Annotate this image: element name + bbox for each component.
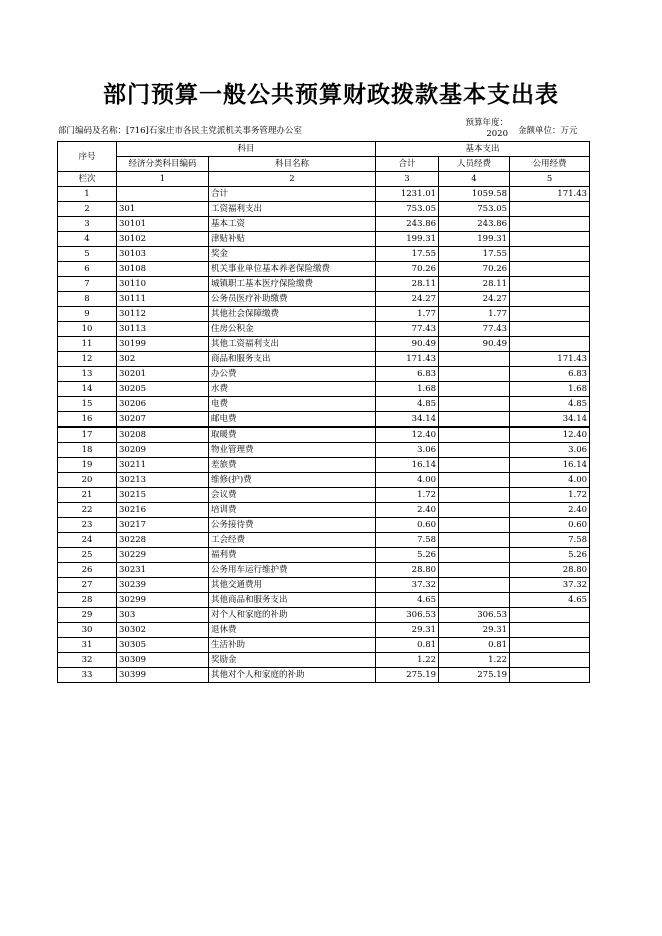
header-personnel: 人员经费 bbox=[439, 157, 510, 172]
cell-public bbox=[510, 638, 590, 653]
cell-personnel: 199.31 bbox=[439, 232, 510, 247]
cell-name: 其他社会保障缴费 bbox=[209, 307, 376, 322]
table-row bbox=[58, 653, 590, 668]
table-row bbox=[58, 668, 590, 683]
table-row bbox=[58, 412, 590, 428]
cell-personnel: 275.19 bbox=[439, 668, 510, 683]
cell-public: 34.14 bbox=[510, 412, 590, 428]
cell-total: 37.32 bbox=[376, 578, 439, 593]
cell-total: 6.83 bbox=[376, 367, 439, 382]
cell-code: 30209 bbox=[117, 443, 209, 458]
index-cell: 4 bbox=[439, 172, 510, 187]
table-row bbox=[58, 473, 590, 488]
cell-seq: 26 bbox=[58, 563, 117, 578]
cell-code: 303 bbox=[117, 608, 209, 623]
cell-name: 奖励金 bbox=[209, 653, 376, 668]
cell-code: 30302 bbox=[117, 623, 209, 638]
table-row bbox=[58, 518, 590, 533]
cell-name: 基本工资 bbox=[209, 217, 376, 232]
cell-code: 30217 bbox=[117, 518, 209, 533]
budget-table bbox=[57, 141, 590, 683]
index-cell: 栏次 bbox=[58, 172, 117, 187]
table-row bbox=[58, 217, 590, 232]
table-row bbox=[58, 382, 590, 397]
table-row bbox=[58, 262, 590, 277]
cell-seq: 6 bbox=[58, 262, 117, 277]
cell-name: 工资福利支出 bbox=[209, 202, 376, 217]
cell-seq: 11 bbox=[58, 337, 117, 352]
cell-seq: 24 bbox=[58, 533, 117, 548]
cell-public: 1.68 bbox=[510, 382, 590, 397]
cell-name: 奖金 bbox=[209, 247, 376, 262]
cell-seq: 14 bbox=[58, 382, 117, 397]
cell-total: 0.81 bbox=[376, 638, 439, 653]
cell-seq: 9 bbox=[58, 307, 117, 322]
cell-total: 12.40 bbox=[376, 427, 439, 443]
cell-personnel: 90.49 bbox=[439, 337, 510, 352]
cell-public: 0.60 bbox=[510, 518, 590, 533]
cell-code: 30305 bbox=[117, 638, 209, 653]
cell-public bbox=[510, 322, 590, 337]
cell-seq: 25 bbox=[58, 548, 117, 563]
cell-total: 4.65 bbox=[376, 593, 439, 608]
cell-name: 公务接待费 bbox=[209, 518, 376, 533]
cell-seq: 32 bbox=[58, 653, 117, 668]
table-row bbox=[58, 232, 590, 247]
cell-personnel bbox=[439, 367, 510, 382]
cell-code: 30111 bbox=[117, 292, 209, 307]
table-row bbox=[58, 292, 590, 307]
table-row bbox=[58, 322, 590, 337]
table-row bbox=[58, 623, 590, 638]
cell-code: 30216 bbox=[117, 503, 209, 518]
cell-seq: 29 bbox=[58, 608, 117, 623]
cell-seq: 7 bbox=[58, 277, 117, 292]
cell-code: 30199 bbox=[117, 337, 209, 352]
cell-name: 取暖费 bbox=[209, 427, 376, 443]
cell-public: 7.58 bbox=[510, 533, 590, 548]
cell-personnel: 0.81 bbox=[439, 638, 510, 653]
header-basic-expenditure: 基本支出 bbox=[376, 142, 590, 157]
cell-personnel: 77.43 bbox=[439, 322, 510, 337]
header-seq: 序号 bbox=[58, 142, 117, 172]
cell-seq: 16 bbox=[58, 412, 117, 428]
cell-total: 2.40 bbox=[376, 503, 439, 518]
cell-seq: 4 bbox=[58, 232, 117, 247]
cell-public bbox=[510, 653, 590, 668]
cell-seq: 22 bbox=[58, 503, 117, 518]
cell-total: 1.77 bbox=[376, 307, 439, 322]
cell-personnel bbox=[439, 518, 510, 533]
cell-public: 1.72 bbox=[510, 488, 590, 503]
table-row bbox=[58, 443, 590, 458]
cell-personnel bbox=[439, 458, 510, 473]
cell-code: 30229 bbox=[117, 548, 209, 563]
cell-total: 3.06 bbox=[376, 443, 439, 458]
cell-name: 对个人和家庭的补助 bbox=[209, 608, 376, 623]
cell-public: 171.43 bbox=[510, 352, 590, 367]
table-row bbox=[58, 488, 590, 503]
cell-code: 302 bbox=[117, 352, 209, 367]
cell-seq: 12 bbox=[58, 352, 117, 367]
cell-code: 30309 bbox=[117, 653, 209, 668]
cell-code: 30112 bbox=[117, 307, 209, 322]
cell-name: 公务员医疗补助缴费 bbox=[209, 292, 376, 307]
cell-name: 培训费 bbox=[209, 503, 376, 518]
cell-code: 30103 bbox=[117, 247, 209, 262]
header-subject: 科目 bbox=[117, 142, 376, 157]
cell-total: 24.27 bbox=[376, 292, 439, 307]
cell-name: 电费 bbox=[209, 397, 376, 412]
cell-name: 住房公积金 bbox=[209, 322, 376, 337]
cell-personnel: 24.27 bbox=[439, 292, 510, 307]
cell-name: 福利费 bbox=[209, 548, 376, 563]
cell-total: 34.14 bbox=[376, 412, 439, 428]
cell-seq: 17 bbox=[58, 427, 117, 443]
cell-seq: 27 bbox=[58, 578, 117, 593]
budget-year-label: 预算年度： bbox=[465, 118, 508, 128]
cell-personnel bbox=[439, 412, 510, 428]
cell-public bbox=[510, 623, 590, 638]
table-row bbox=[58, 533, 590, 548]
table-row bbox=[58, 608, 590, 623]
cell-personnel: 306.53 bbox=[439, 608, 510, 623]
cell-total: 1.68 bbox=[376, 382, 439, 397]
cell-total: 5.26 bbox=[376, 548, 439, 563]
cell-code: 30231 bbox=[117, 563, 209, 578]
table-row bbox=[58, 638, 590, 653]
cell-public bbox=[510, 608, 590, 623]
cell-public: 5.26 bbox=[510, 548, 590, 563]
cell-code: 30208 bbox=[117, 427, 209, 443]
cell-public: 3.06 bbox=[510, 443, 590, 458]
cell-total: 16.14 bbox=[376, 458, 439, 473]
cell-name: 水费 bbox=[209, 382, 376, 397]
cell-name: 退休费 bbox=[209, 623, 376, 638]
table-row bbox=[58, 593, 590, 608]
cell-name: 其他商品和服务支出 bbox=[209, 593, 376, 608]
cell-personnel bbox=[439, 578, 510, 593]
cell-public bbox=[510, 247, 590, 262]
cell-personnel bbox=[439, 533, 510, 548]
table-row bbox=[58, 367, 590, 382]
table-row bbox=[58, 548, 590, 563]
cell-personnel: 70.26 bbox=[439, 262, 510, 277]
cell-seq: 5 bbox=[58, 247, 117, 262]
cell-name: 其他对个人和家庭的补助 bbox=[209, 668, 376, 683]
cell-code: 301 bbox=[117, 202, 209, 217]
budget-year-value: 2020 bbox=[486, 129, 508, 139]
budget-year bbox=[452, 118, 508, 140]
cell-total: 7.58 bbox=[376, 533, 439, 548]
cell-public bbox=[510, 217, 590, 232]
cell-seq: 31 bbox=[58, 638, 117, 653]
cell-personnel bbox=[439, 593, 510, 608]
cell-seq: 33 bbox=[58, 668, 117, 683]
header-total: 合计 bbox=[376, 157, 439, 172]
cell-name: 其他交通费用 bbox=[209, 578, 376, 593]
index-cell: 5 bbox=[510, 172, 590, 187]
cell-code: 30399 bbox=[117, 668, 209, 683]
cell-public bbox=[510, 668, 590, 683]
table-row bbox=[58, 578, 590, 593]
cell-code bbox=[117, 187, 209, 202]
cell-seq: 20 bbox=[58, 473, 117, 488]
cell-total: 0.60 bbox=[376, 518, 439, 533]
table-row bbox=[58, 503, 590, 518]
table-row bbox=[58, 458, 590, 473]
cell-total: 306.53 bbox=[376, 608, 439, 623]
cell-personnel bbox=[439, 443, 510, 458]
cell-personnel bbox=[439, 427, 510, 443]
cell-seq: 19 bbox=[58, 458, 117, 473]
cell-seq: 10 bbox=[58, 322, 117, 337]
cell-total: 29.31 bbox=[376, 623, 439, 638]
cell-public: 4.65 bbox=[510, 593, 590, 608]
cell-public: 12.40 bbox=[510, 427, 590, 443]
cell-total: 77.43 bbox=[376, 322, 439, 337]
cell-code: 30211 bbox=[117, 458, 209, 473]
cell-name: 办公费 bbox=[209, 367, 376, 382]
cell-code: 30108 bbox=[117, 262, 209, 277]
cell-total: 753.05 bbox=[376, 202, 439, 217]
cell-name: 城镇职工基本医疗保险缴费 bbox=[209, 277, 376, 292]
amount-unit-label: 金额单位：万元 bbox=[518, 126, 578, 136]
cell-code: 30113 bbox=[117, 322, 209, 337]
cell-total: 90.49 bbox=[376, 337, 439, 352]
cell-total: 70.26 bbox=[376, 262, 439, 277]
cell-total: 171.43 bbox=[376, 352, 439, 367]
cell-public: 16.14 bbox=[510, 458, 590, 473]
cell-name: 商品和服务支出 bbox=[209, 352, 376, 367]
cell-total: 4.85 bbox=[376, 397, 439, 412]
cell-public bbox=[510, 232, 590, 247]
index-cell: 3 bbox=[376, 172, 439, 187]
cell-public bbox=[510, 277, 590, 292]
cell-personnel: 243.86 bbox=[439, 217, 510, 232]
cell-public: 28.80 bbox=[510, 563, 590, 578]
page-title: 部门预算一般公共预算财政拨款基本支出表 bbox=[103, 82, 559, 108]
cell-name: 维修(护)费 bbox=[209, 473, 376, 488]
cell-personnel: 753.05 bbox=[439, 202, 510, 217]
header-row-2 bbox=[58, 157, 590, 172]
cell-public: 6.83 bbox=[510, 367, 590, 382]
cell-personnel: 1059.58 bbox=[439, 187, 510, 202]
cell-total: 28.11 bbox=[376, 277, 439, 292]
cell-seq: 1 bbox=[58, 187, 117, 202]
cell-name: 其他工资福利支出 bbox=[209, 337, 376, 352]
index-cell: 2 bbox=[209, 172, 376, 187]
cell-public: 4.85 bbox=[510, 397, 590, 412]
cell-public bbox=[510, 337, 590, 352]
cell-total: 243.86 bbox=[376, 217, 439, 232]
cell-code: 30207 bbox=[117, 412, 209, 428]
cell-total: 1.72 bbox=[376, 488, 439, 503]
cell-public bbox=[510, 262, 590, 277]
cell-total: 1.22 bbox=[376, 653, 439, 668]
cell-seq: 8 bbox=[58, 292, 117, 307]
table-row bbox=[58, 307, 590, 322]
cell-public bbox=[510, 292, 590, 307]
header-name: 科目名称 bbox=[209, 157, 376, 172]
cell-code: 30102 bbox=[117, 232, 209, 247]
header-row-1 bbox=[58, 142, 590, 157]
cell-code: 30206 bbox=[117, 397, 209, 412]
header-code: 经济分类科目编码 bbox=[117, 157, 209, 172]
cell-code: 30110 bbox=[117, 277, 209, 292]
cell-personnel bbox=[439, 548, 510, 563]
cell-seq: 23 bbox=[58, 518, 117, 533]
cell-code: 30228 bbox=[117, 533, 209, 548]
cell-total: 199.31 bbox=[376, 232, 439, 247]
cell-name: 公务用车运行维护费 bbox=[209, 563, 376, 578]
table-row bbox=[58, 247, 590, 262]
cell-seq: 30 bbox=[58, 623, 117, 638]
cell-seq: 28 bbox=[58, 593, 117, 608]
cell-personnel bbox=[439, 397, 510, 412]
cell-name: 津贴补贴 bbox=[209, 232, 376, 247]
table-row bbox=[58, 352, 590, 367]
cell-seq: 18 bbox=[58, 443, 117, 458]
department-label: 部门编码及名称：[716]石家庄市各民主党派机关事务管理办公室 bbox=[58, 126, 302, 136]
cell-total: 17.55 bbox=[376, 247, 439, 262]
table-row bbox=[58, 397, 590, 412]
cell-name: 生活补助 bbox=[209, 638, 376, 653]
cell-name: 邮电费 bbox=[209, 412, 376, 428]
cell-personnel bbox=[439, 473, 510, 488]
cell-code: 30205 bbox=[117, 382, 209, 397]
cell-code: 30215 bbox=[117, 488, 209, 503]
cell-public bbox=[510, 307, 590, 322]
cell-seq: 3 bbox=[58, 217, 117, 232]
cell-total: 28.80 bbox=[376, 563, 439, 578]
cell-personnel: 1.22 bbox=[439, 653, 510, 668]
cell-total: 1231.01 bbox=[376, 187, 439, 202]
cell-personnel: 17.55 bbox=[439, 247, 510, 262]
cell-name: 机关事业单位基本养老保险缴费 bbox=[209, 262, 376, 277]
cell-seq: 21 bbox=[58, 488, 117, 503]
cell-personnel: 1.77 bbox=[439, 307, 510, 322]
cell-total: 275.19 bbox=[376, 668, 439, 683]
cell-name: 合计 bbox=[209, 187, 376, 202]
cell-code: 30299 bbox=[117, 593, 209, 608]
cell-personnel bbox=[439, 488, 510, 503]
cell-personnel: 28.11 bbox=[439, 277, 510, 292]
index-row bbox=[58, 172, 590, 187]
cell-public: 2.40 bbox=[510, 503, 590, 518]
cell-code: 30201 bbox=[117, 367, 209, 382]
cell-personnel bbox=[439, 503, 510, 518]
cell-public: 37.32 bbox=[510, 578, 590, 593]
cell-code: 30239 bbox=[117, 578, 209, 593]
cell-public bbox=[510, 202, 590, 217]
table-row bbox=[58, 427, 590, 443]
cell-name: 物业管理费 bbox=[209, 443, 376, 458]
cell-seq: 15 bbox=[58, 397, 117, 412]
cell-total: 4.00 bbox=[376, 473, 439, 488]
table-row bbox=[58, 277, 590, 292]
cell-seq: 2 bbox=[58, 202, 117, 217]
cell-personnel bbox=[439, 352, 510, 367]
cell-personnel bbox=[439, 563, 510, 578]
table-row bbox=[58, 202, 590, 217]
cell-code: 30101 bbox=[117, 217, 209, 232]
cell-personnel: 29.31 bbox=[439, 623, 510, 638]
cell-name: 差旅费 bbox=[209, 458, 376, 473]
header-public: 公用经费 bbox=[510, 157, 590, 172]
table-row bbox=[58, 187, 590, 202]
cell-public: 171.43 bbox=[510, 187, 590, 202]
cell-seq: 13 bbox=[58, 367, 117, 382]
cell-code: 30213 bbox=[117, 473, 209, 488]
cell-name: 会议费 bbox=[209, 488, 376, 503]
cell-name: 工会经费 bbox=[209, 533, 376, 548]
cell-public: 4.00 bbox=[510, 473, 590, 488]
cell-personnel bbox=[439, 382, 510, 397]
table-row bbox=[58, 563, 590, 578]
index-cell: 1 bbox=[117, 172, 209, 187]
table-row bbox=[58, 337, 590, 352]
